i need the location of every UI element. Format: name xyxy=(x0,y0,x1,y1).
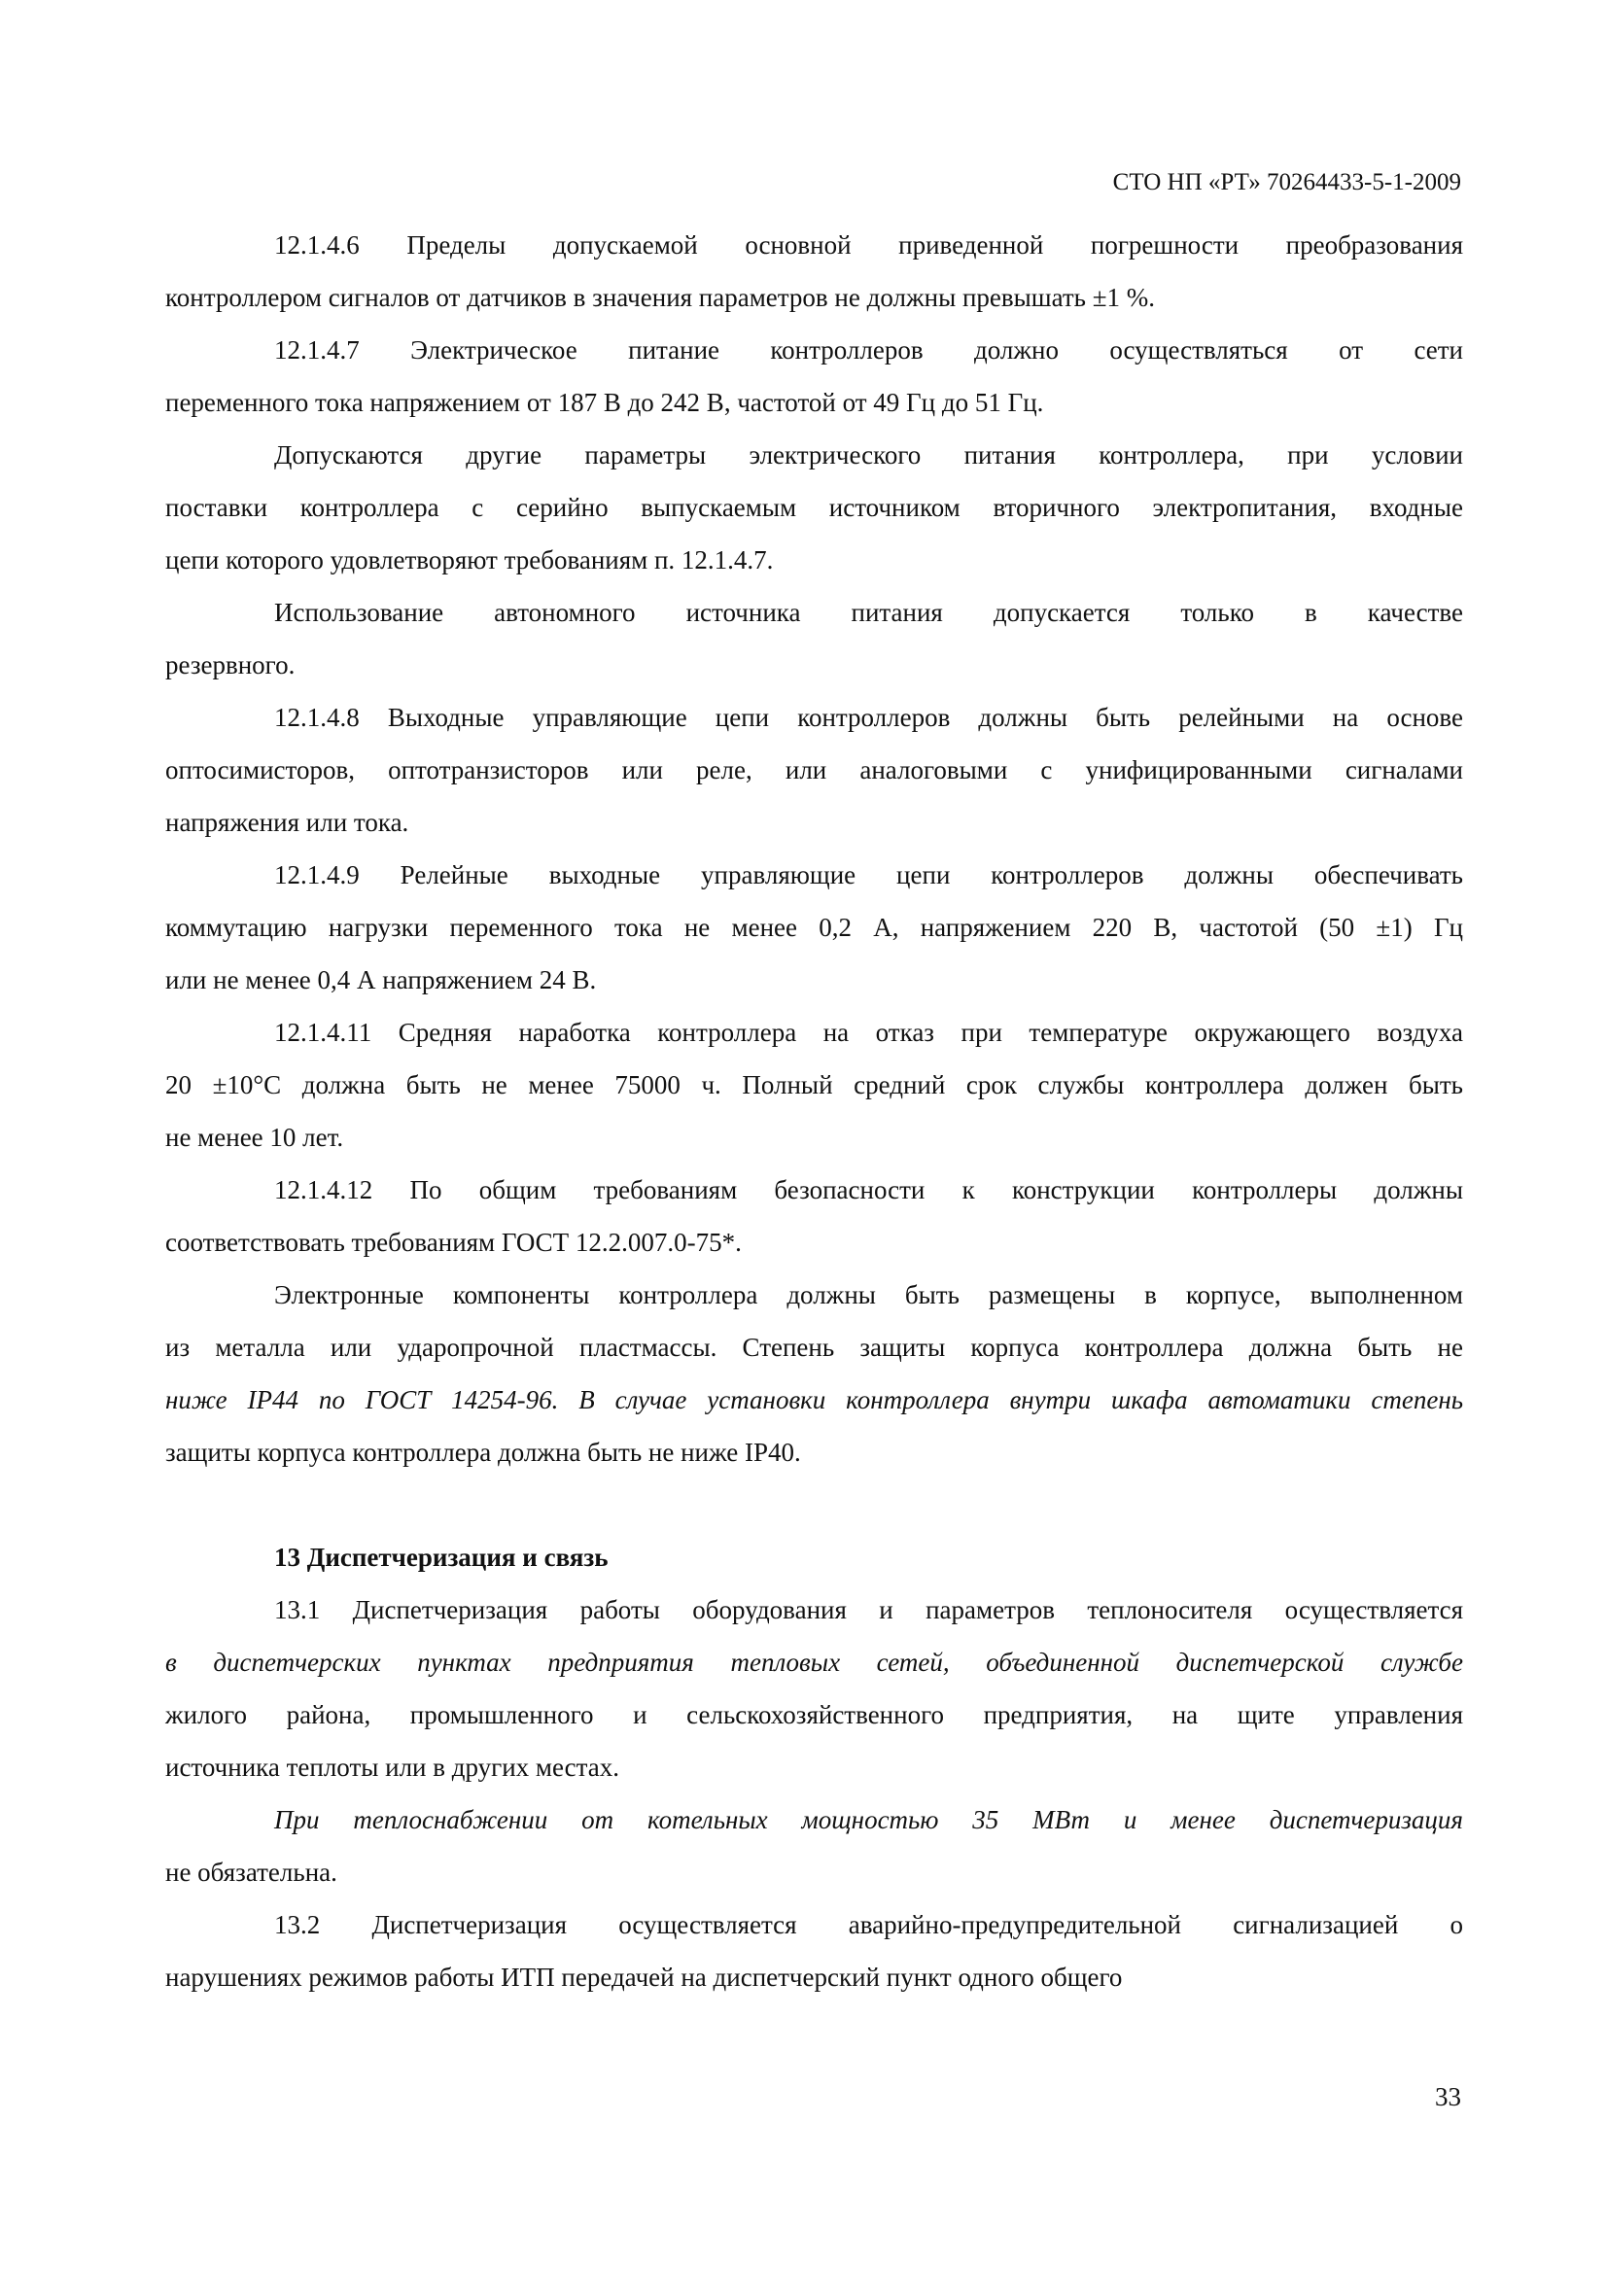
paragraph-line: 13.2 Диспетчеризация осуществляется аварийно-предупредительной сигнализацией о xyxy=(274,1910,1463,1939)
paragraph-line: контроллером сигналов от датчиков в значения параметров не должны превышать ±1 %. xyxy=(165,283,1156,312)
paragraph-line: поставки контроллера с серийно выпускаемым источником вторичного электропитания, входные xyxy=(165,493,1463,522)
paragraph-line: ниже IP44 по ГОСТ 14254-96. В случае установки контроллера внутри шкафа автоматики степень xyxy=(165,1385,1463,1414)
blank-line xyxy=(165,1478,1463,1531)
paragraph-line: Допускаются другие параметры электрического питания контроллера, при условии xyxy=(274,440,1463,470)
paragraph-line: соответствовать требованиям ГОСТ 12.2.007.0-75*. xyxy=(165,1228,742,1257)
paragraph-line: 12.1.4.11 Средняя наработка контроллера на отказ при температуре окружающего воздуха xyxy=(274,1018,1463,1047)
paragraph-line: в диспетчерских пунктах предприятия тепловых сетей, объединенной диспетчерской службе xyxy=(165,1648,1463,1677)
paragraph-line: При теплоснабжении от котельных мощностью 35 МВт и менее диспетчеризация xyxy=(274,1805,1463,1834)
paragraph-line: или не менее 0,4 А напряжением 24 В. xyxy=(165,965,597,994)
paragraph-line: нарушениях режимов работы ИТП передачей на диспетчерский пункт одного общего xyxy=(165,1963,1123,1992)
paragraph-line: переменного тока напряжением от 187 В до 242 В, частотой от 49 Гц до 51 Гц. xyxy=(165,388,1044,417)
paragraph-line: 20 ±10°С должна быть не менее 75000 ч. Полный средний срок службы контроллера должен быть xyxy=(165,1070,1463,1099)
paragraph-line: 13.1 Диспетчеризация работы оборудования и параметров теплоносителя осуществляется xyxy=(274,1595,1463,1624)
document-body xyxy=(165,219,1463,2003)
paragraph-line: источника теплоты или в других местах. xyxy=(165,1753,620,1782)
paragraph-line: резервного. xyxy=(165,650,296,679)
paragraph-line: 12.1.4.9 Релейные выходные управляющие цепи контроллеров должны обеспечивать xyxy=(274,860,1463,889)
paragraph-line: защиты корпуса контроллера должна быть не ниже IP40. xyxy=(165,1438,801,1467)
paragraph-line: коммутацию нагрузки переменного тока не менее 0,2 А, напряжением 220 В, частотой (50 ±1) Гц xyxy=(165,913,1463,942)
paragraph-line: цепи которого удовлетворяют требованиям п. 12.1.4.7. xyxy=(165,545,774,574)
paragraph-line: оптосимисторов, оптотранзисторов или реле, или аналоговыми с унифицированными сигналами xyxy=(165,755,1463,784)
paragraph-line: напряжения или тока. xyxy=(165,808,409,837)
document-header: СТО НП «РТ» 70264433-5-1-2009 xyxy=(1112,169,1461,195)
page-number: 33 xyxy=(1435,2082,1461,2111)
paragraph-line: 12.1.4.8 Выходные управляющие цепи контроллеров должны быть релейными на основе xyxy=(274,703,1463,732)
paragraph-line: жилого района, промышленного и сельскохозяйственного предприятия, на щите управления xyxy=(165,1700,1463,1729)
paragraph-line: 12.1.4.12 По общим требованиям безопасности к конструкции контроллеры должны xyxy=(274,1175,1463,1204)
paragraph-line: не обязательна. xyxy=(165,1858,337,1887)
paragraph-line: не менее 10 лет. xyxy=(165,1123,344,1152)
paragraph-line: Использование автономного источника питания допускается только в качестве xyxy=(274,598,1463,627)
paragraph-line: Электронные компоненты контроллера должны быть размещены в корпусе, выполненном xyxy=(274,1280,1463,1309)
paragraph-line: 12.1.4.6 Пределы допускаемой основной приведенной погрешности преобразования xyxy=(274,230,1463,260)
paragraph-line: 12.1.4.7 Электрическое питание контроллеров должно осуществляться от сети xyxy=(274,335,1463,365)
section-heading: 13 Диспетчеризация и связь xyxy=(274,1543,609,1572)
paragraph-line: из металла или ударопрочной пластмассы. Степень защиты корпуса контроллера должна быть не xyxy=(165,1333,1463,1362)
